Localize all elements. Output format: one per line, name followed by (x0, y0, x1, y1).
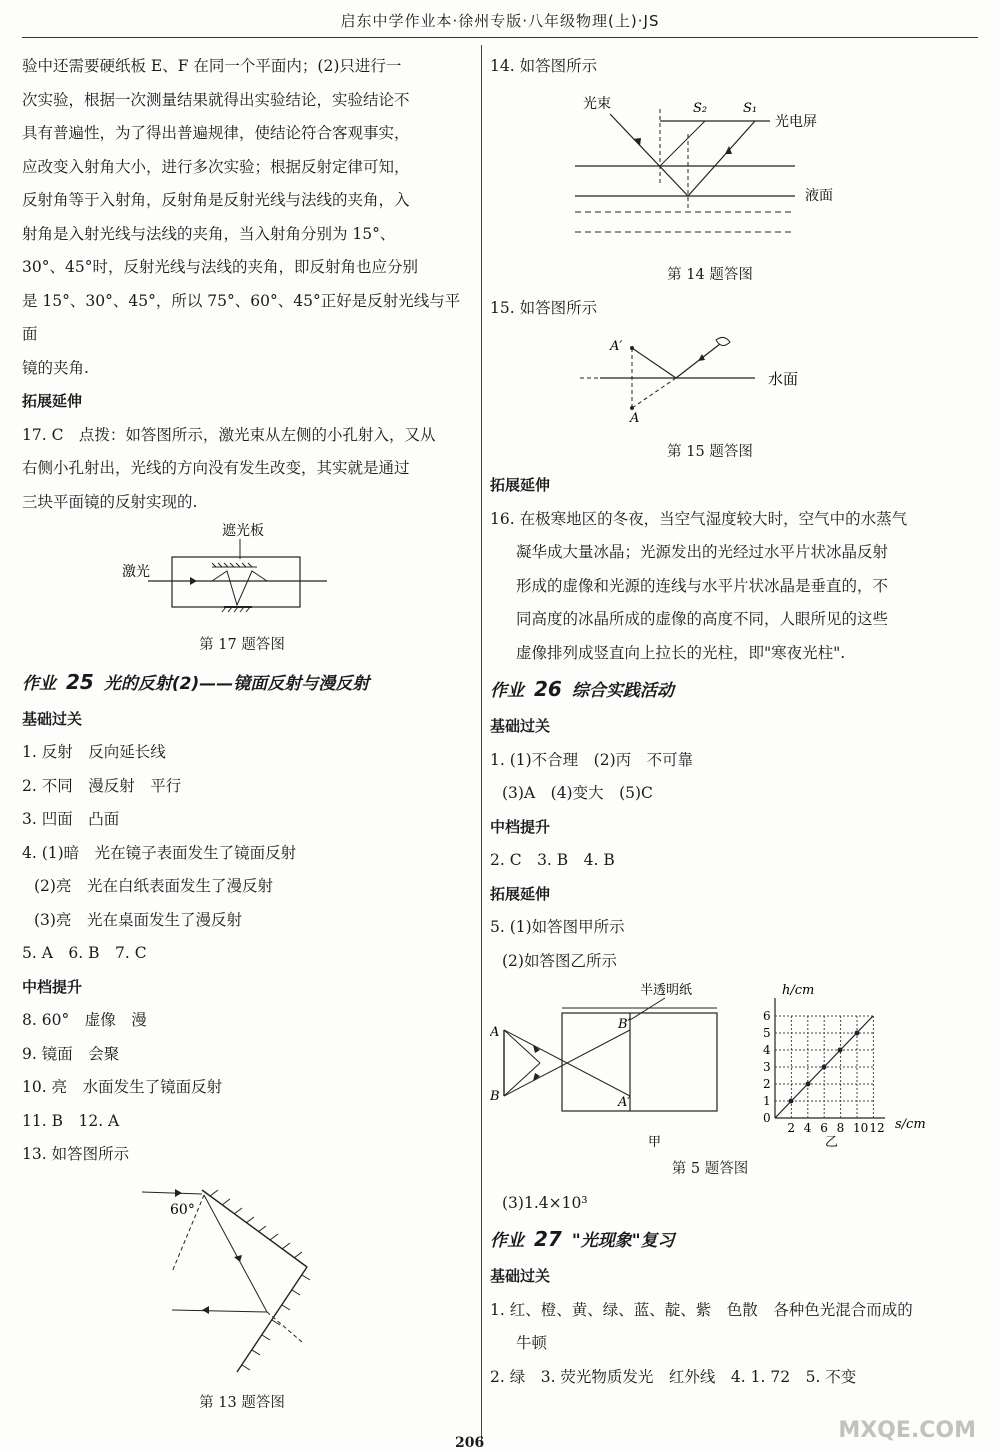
y-tick-label: 4 (763, 1043, 771, 1057)
hw27-prefix: 作业 (490, 1231, 524, 1251)
fig5-point (838, 1048, 843, 1053)
q16-line: 凝华成大量冰晶；光源发出的光经过水平片状冰晶反射 (516, 543, 889, 561)
page-number: 206 (455, 1435, 485, 1451)
fig5-paper-pointer (630, 998, 665, 1020)
section-extend: 拓展延伸 (22, 392, 83, 410)
fig13-arrow-3 (202, 1306, 209, 1314)
answer-item: 4. (1)暗 光在镜子表面发生了镜面反射 (22, 843, 297, 862)
fig5-bprime: B′ (618, 1017, 631, 1032)
hw26-prefix: 作业 (490, 681, 524, 701)
left-column (22, 50, 462, 1420)
fig5-caption: 第 5 题答图 (671, 1161, 749, 1177)
y-tick-label: 0 (763, 1111, 771, 1125)
fig5-xlabel: s/cm (895, 1117, 926, 1132)
answer-item: 9. 镜面 会聚 (22, 1044, 120, 1063)
q16-line: 16. 在极寒地区的冬夜，当空气湿度较大时，空气中的水蒸气 (490, 509, 908, 528)
q16-line: 验中还需要硬纸板 E、F 在同一个平面内；(2)只进行一 (22, 57, 402, 75)
answer-item: (3)1.4×10³ (502, 1193, 588, 1212)
answer-item: (2)如答图乙所示 (502, 951, 617, 970)
fig17-caption: 第 17 题答图 (199, 637, 285, 653)
q16-line: 形成的虚像和光源的连线与水平片状冰晶是垂直的，不 (516, 576, 889, 595)
section-extend: 拓展延伸 (490, 476, 551, 494)
header-rule (22, 37, 978, 38)
q16-line: 同高度的冰晶所成的虚像的高度不同，人眼所见的这些 (516, 610, 889, 628)
q16-line: 次实验，根据一次测量结果就得出实验结论，实验结论不 (22, 90, 410, 109)
fig15-water-label: 水面 (768, 369, 799, 388)
x-tick-label: 6 (820, 1121, 828, 1135)
fig14-liquid-label: 液面 (805, 187, 833, 204)
q16-line: 是 15°、30°、45°，所以 75°、60°、45°正好是反射光线与平面 (22, 291, 461, 343)
x-tick-label: 10 (853, 1121, 869, 1135)
fig13-hatch-1 (210, 1190, 302, 1258)
answer-item: 11. B 12. A (22, 1111, 120, 1130)
answer-item: 1. (1)不合理 (2)丙 不可靠 (490, 750, 694, 769)
hw27-topic: "光现象"复习 (571, 1231, 675, 1251)
fig13-arrow-1 (175, 1189, 182, 1197)
fig15-a: A (630, 410, 640, 426)
fig5-ylabel: h/cm (782, 983, 815, 998)
page-header: 启东中学作业本·徐州专版·八年级物理(上)·JS (340, 12, 660, 30)
fig14-arrow-1 (633, 138, 641, 146)
hw27-number: 27 (534, 1227, 562, 1251)
fig13-hatch-2 (242, 1275, 310, 1370)
fig15-caption: 第 15 题答图 (667, 443, 753, 460)
figure-5 (490, 978, 930, 1153)
answer-item: 1. 反射 反向延长线 (22, 743, 166, 761)
watermark: MXQE.COM (838, 1418, 976, 1443)
fig5-box (562, 1013, 717, 1111)
answer-item: 10. 亮 水面发生了镜面反射 (22, 1078, 223, 1096)
hw25-title (22, 663, 462, 703)
hw25-topic: 光的反射(2)——镜面反射与漫反射 (103, 673, 370, 694)
fig5-point (855, 1031, 860, 1036)
right-column (490, 50, 930, 1394)
fig5-xticks (787, 1121, 884, 1135)
answer-item: 2. C 3. B 4. B (490, 851, 615, 869)
fig5-paper-label: 半透明纸 (640, 983, 693, 998)
fig5-graph (763, 983, 926, 1150)
hw25-number: 25 (66, 669, 94, 694)
fig5-arrow-2 (533, 1073, 540, 1081)
answer-item: 1. 红、橙、黄、绿、蓝、靛、紫 色散 各种色光混合而成的 (490, 1300, 913, 1319)
q16-line: 30°、45°时，反射光线与法线的夹角，即反射角也应分别 (22, 258, 418, 276)
section-basic: 基础过关 (22, 709, 83, 728)
fig13-reflected (172, 1310, 267, 1312)
q16-line: 应改变入射角大小，进行多次实验；根据反射定律可知， (22, 157, 410, 176)
q14: 14. 如答图所示 (490, 57, 598, 75)
fig17-path (212, 571, 267, 605)
figure-13 (142, 1172, 342, 1387)
fig5-point (789, 1099, 794, 1104)
section-basic: 基础过关 (490, 717, 551, 735)
section-mid: 中档提升 (490, 817, 551, 836)
fig17-arrow (190, 577, 197, 585)
fig13-incident (142, 1192, 202, 1194)
fig14-beam-label: 光束 (583, 95, 611, 112)
fig15-arrow (698, 354, 705, 361)
figure-17 (112, 519, 372, 629)
fig13-caption: 第 13 题答图 (199, 1394, 285, 1411)
fig5-arrow-1 (533, 1045, 540, 1053)
q16-line: 虚像排列成竖直向上拉长的光柱，即"寒夜光柱". (516, 643, 846, 662)
answer-item: (3)A (4)变大 (5)C (502, 784, 653, 802)
answer-item: (3)亮 光在桌面发生了漫反射 (34, 910, 242, 929)
fig14-s2: S₂ (693, 100, 708, 116)
q17-line: 三块平面镜的反射实现的. (22, 492, 198, 511)
section-mid: 中档提升 (22, 977, 83, 996)
x-tick-label: 2 (787, 1121, 796, 1135)
fig15-incident (632, 348, 676, 378)
y-tick-label: 3 (763, 1060, 771, 1074)
fig5-point (822, 1065, 827, 1070)
answer-item: 3. 凹面 凸面 (22, 810, 120, 828)
fig13-mirror-1 (202, 1190, 307, 1267)
hw25-prefix: 作业 (22, 673, 56, 694)
fig5-a: A (490, 1025, 500, 1040)
q16-line: 反射角等于入射角，反射角是反射光线与法线的夹角，入 (22, 191, 410, 209)
fig13-arrow-2 (234, 1255, 242, 1262)
fig14-reflected (688, 121, 755, 196)
fig17-label-shield: 遮光板 (222, 523, 264, 539)
x-tick-label: 4 (803, 1121, 812, 1135)
answer-item: 5. (1)如答图甲所示 (490, 918, 625, 936)
fig13-normal-2 (267, 1312, 302, 1342)
hw26-topic: 综合实践活动 (571, 681, 674, 701)
fig14-incident (610, 114, 688, 196)
x-tick-label: 8 (836, 1121, 845, 1135)
q16-line: 射角是入射光线与法线的夹角，当入射角分别为 15°、 (22, 224, 396, 243)
fig15-extension (632, 378, 676, 408)
answer-item: 2. 绿 3. 荧光物质发光 红外线 4. 1. 72 5. 不变 (490, 1367, 857, 1386)
q17-line: 17. C 点拨：如答图所示，激光束从左侧的小孔射入，又从 (22, 425, 436, 444)
section-basic-2: 基础过关 (490, 1267, 551, 1285)
fig14-s1: S₁ (743, 100, 758, 116)
y-tick-label: 5 (763, 1026, 771, 1040)
hw26-title (490, 670, 930, 710)
fig13-mirror-2 (237, 1267, 307, 1372)
figure-14 (565, 84, 855, 259)
q16-line: 镜的夹角. (22, 358, 89, 377)
fig13-angle: 60° (170, 1201, 195, 1218)
eye-icon (716, 337, 730, 345)
column-divider (481, 45, 482, 1445)
fig5-aprime: A′ (618, 1095, 631, 1110)
fig5-point (806, 1082, 811, 1087)
fig5-b: B (490, 1089, 500, 1104)
answer-item: (2)亮 光在白纸表面发生了漫反射 (34, 877, 273, 895)
hw26-number: 26 (534, 677, 562, 701)
fig5-jia: 甲 (648, 1135, 662, 1150)
answer-item: 2. 不同 漫反射 平行 (22, 776, 182, 795)
q15: 15. 如答图所示 (490, 299, 598, 317)
answer-item: 牛顿 (516, 1334, 548, 1352)
section-extend-2: 拓展延伸 (490, 884, 551, 903)
q16-line: 具有普遍性，为了得出普遍规律，使结论符合客观事实， (22, 124, 410, 142)
hw27-title (490, 1220, 930, 1260)
fig5-yticks (763, 1009, 771, 1125)
y-tick-label: 6 (763, 1009, 771, 1023)
y-tick-label: 1 (763, 1094, 771, 1108)
x-tick-label: 12 (869, 1121, 885, 1135)
answer-item: 5. A 6. B 7. C (22, 944, 147, 962)
answer-item: 13. 如答图所示 (22, 1145, 130, 1163)
fig5-yi: 乙 (825, 1135, 839, 1150)
fig14-caption: 第 14 题答图 (667, 266, 753, 283)
fig15-aprime: A′ (610, 338, 623, 354)
figure-15 (580, 326, 840, 436)
fig17-label-laser: 激光 (122, 564, 150, 580)
answer-item: 8. 60° 虚像 漫 (22, 1011, 147, 1029)
fig14-screen-label: 光电屏 (775, 113, 817, 130)
fig17-hatch (212, 563, 252, 567)
q17-line: 右侧小孔射出，光线的方向没有发生改变，其实就是通过 (22, 459, 410, 477)
fig14-reflected-2 (660, 121, 705, 166)
y-tick-label: 2 (763, 1077, 771, 1091)
